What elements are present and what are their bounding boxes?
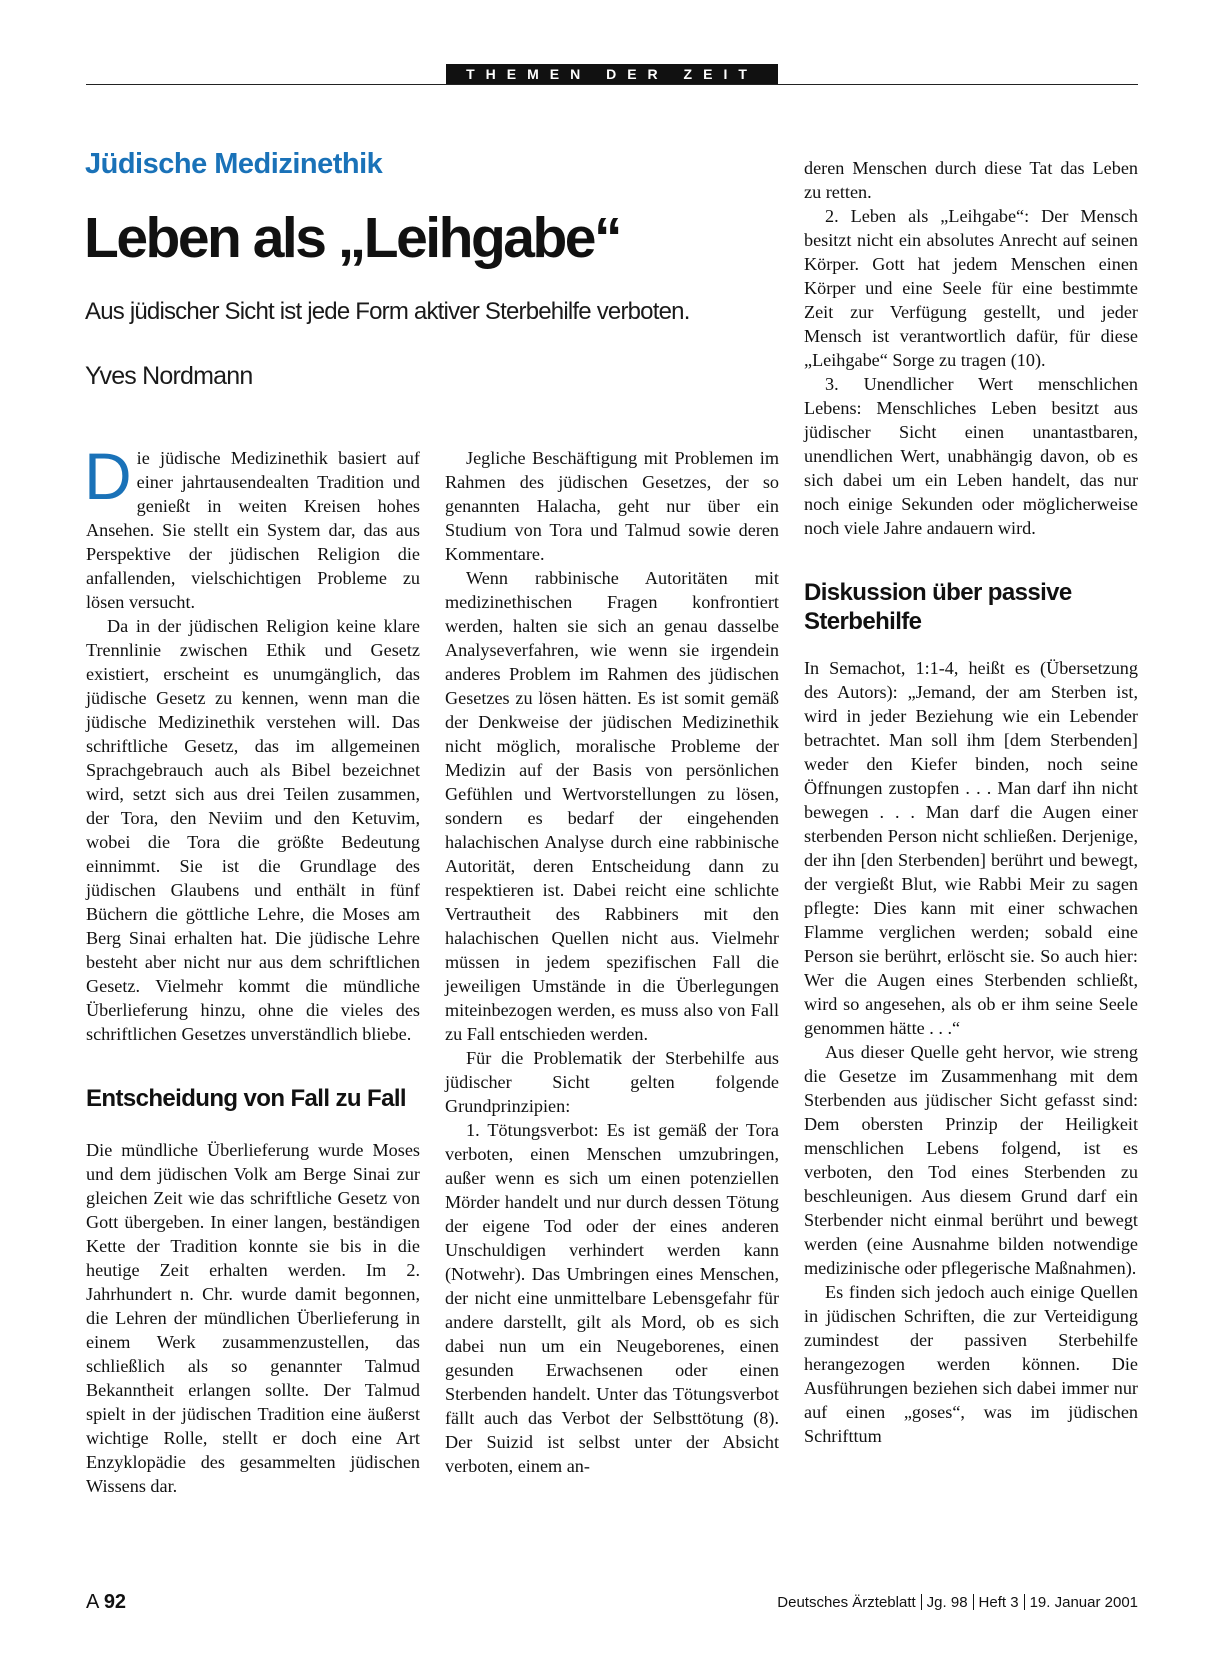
paragraph: Es finden sich jedoch auch einige Quellen in jüdischen Schriften, die zur Verteidigung zumindest der passiven Sterbehilfe herangezogen werden können. Die Ausführungen beziehen sich dabei immer nur auf einen „goses“, was im jüdischen Schrifttum	[804, 1282, 1138, 1446]
page-number-value: 92	[103, 1591, 127, 1613]
page-number	[86, 1591, 126, 1614]
paragraph: deren Menschen durch diese Tat das Leben zu retten.	[804, 158, 1138, 202]
article-headline: Leben als „Leihgabe“	[84, 206, 620, 270]
paragraph-text: ie jüdische Medizinethik basiert auf einer jahrtausendealten Tradition und genießt in weiten Kreisen hohes Ansehen. Sie stellt ein System dar, das aus Perspektive der jüdischen Religion die anfallenden, vielschichtigen Probleme zu lösen versucht.	[86, 448, 420, 612]
page-prefix: A	[86, 1591, 99, 1613]
paragraph: Die mündliche Überlieferung wurde Moses und dem jüdischen Volk am Berge Sinai zur gleichen Zeit wie das schriftliche Gesetz von Gott übergeben. In einer langen, beständigen Kette der Tradition konnte sie bis in die heutige Zeit erhalten werden. Im 2. Jahrhundert n. Chr. wurde damit begonnen, die Lehren der mündlichen Überlieferung in einem Werk zusammenzustellen, das schließlich als so genannter Talmud Bekanntheit erlangen sollte. Der Talmud spielt in der jüdischen Tradition eine äußerst wichtige Rolle, stellt er doch eine Art Enzyklopädie des gesammelten jüdischen Wissens dar.	[86, 1140, 420, 1496]
paragraph: 1. Tötungsverbot: Es ist gemäß der Tora verboten, einen Menschen umzubringen, außer wenn es sich um einen potenziellen Mörder handelt und nur durch dessen Tötung der eigene Tod oder der eines anderen Unschuldigen verhindert werden kann (Notwehr). Das Umbringen eines Menschen, der nicht eine unmittelbare Lebensgefahr für andere darstellt, gilt als Mord, ob es sich dabei nun um ein Neugeborenes, einen gesunden Erwachsenen oder einen Sterbenden handelt. Unter das Tötungsverbot fällt auch das Verbot der Selbsttötung (8). Der Suizid ist selbst unter der Absicht verboten, einem an-	[445, 1120, 779, 1476]
paragraph: Aus dieser Quelle geht hervor, wie streng die Gesetze im Zusammenhang mit dem Sterbenden aus jüdischer Sicht gefasst sind: Dem obersten Prinzip der Heiligkeit menschlichen Lebens folgend, ist es verboten, den Tod eines Sterbenden zu beschleunigen. Aus diesem Grund darf ein Sterbender nicht einmal berührt und bewegt werden (eine Ausnahme bilden notwendige medizinische oder pflegerische Maßnahmen).	[804, 1042, 1138, 1278]
paragraph: 2. Leben als „Leihgabe“: Der Mensch besitzt nicht ein absolutes Anrecht auf seinen Körper. Gott hat jedem Menschen einen Körper und eine Seele für eine bestimmte Zeit zur Verfügung gestellt, und jeder Mensch ist verantwortlich dafür, für diese „Leihgabe“ Sorge zu tragen (10).	[804, 206, 1138, 370]
footer-separator	[1024, 1594, 1025, 1610]
paragraph: Jegliche Beschäftigung mit Problemen im Rahmen des jüdischen Gesetzes, der so genannten Halacha, geht nur über ein Studium von Tora und Talmud sowie deren Kommentare.	[445, 448, 779, 564]
text-column-3	[804, 156, 1138, 1448]
paragraph: Wenn rabbinische Autoritäten mit medizinethischen Fragen konfrontiert werden, halten sie sich an genau dasselbe Analyseverfahren, wie wenn sie irgendein anderes Problem im Rahmen des jüdischen Gesetzes zu lösen hätten. Es ist somit gemäß der Denkweise der jüdischen Medizinethik nicht möglich, moralische Probleme der Medizin auf der Basis von persönlichen Gefühlen und Wertvorstellungen zu lösen, sondern es bedarf der eingehenden halachischen Analyse durch eine rabbinische Autorität, deren Entscheidung dann zu respektieren ist. Dabei reicht eine schlichte Vertrautheit des Rabbiners mit den halachischen Quellen nicht aus. Vielmehr müssen in jedem spezifischen Fall die jeweiligen Umstände in die Überlegungen miteinbezogen werden, es muss also von Fall zu Fall entschieden werden.	[445, 568, 779, 1044]
paragraph: Für die Problematik der Sterbehilfe aus jüdischer Sicht gelten folgende Grundprinzipien:	[445, 1048, 779, 1116]
article-subtitle: Aus jüdischer Sicht ist jede Form aktiver Sterbehilfe verboten.	[85, 298, 690, 325]
article-author: Yves Nordmann	[85, 362, 253, 390]
text-column-1	[84, 439, 420, 1498]
footer-separator	[921, 1594, 922, 1610]
paragraph: Da in der jüdischen Religion keine klare Trennlinie zwischen Ethik und Gesetz existiert, erscheint es unumgänglich, das jüdische Gesetz zu kennen, wenn man die jüdische Medizinethik verstehen will. Das schriftliche Gesetz, das im allgemeinen Sprachgebrauch auch als Bibel bezeichnet wird, setzt sich aus drei Teilen zusammen, der Tora, den Neviim und den Ketuvim, wobei die Tora die größte Bedeutung einnimmt. Sie ist die Grundlage des jüdischen Glaubens und enthält in fünf Büchern die göttliche Lehre, die Moses am Berg Sinai erhalten hat. Die jüdische Lehre besteht aber nicht nur aus dem schriftlichen Gesetz. Vielmehr kommt die mündliche Überlieferung hinzu, ohne die vieles des schriftlichen Gesetzes unverständlich bliebe.	[86, 616, 420, 1044]
article-kicker: Jüdische Medizinethik	[85, 148, 383, 180]
paragraph: 3. Unendlicher Wert menschlichen Lebens: Menschliches Leben besitzt aus jüdischer Sicht einen unantastbaren, unendlichen Wert, unabhängig davon, ob es sich dabei um ein Leben handelt, das nur noch einige Sekunden oder möglicherweise noch viele Jahre andauern wird.	[804, 374, 1138, 538]
subheading: Diskussion über passive Sterbehilfe	[804, 579, 1072, 635]
paragraph	[84, 439, 420, 614]
section-tag: THEMEN DER ZEIT	[446, 64, 778, 84]
header-rule	[86, 84, 1138, 85]
journal-issue: Heft 3	[978, 1594, 1019, 1611]
drop-cap: D	[84, 439, 132, 513]
journal-volume: Jg. 98	[926, 1594, 968, 1611]
text-column-2	[445, 446, 779, 1478]
footer-separator	[973, 1594, 974, 1610]
journal-date: 19. Januar 2001	[1029, 1594, 1138, 1611]
subheading: Entscheidung von Fall zu Fall	[86, 1085, 406, 1112]
footer-source	[777, 1594, 1138, 1611]
paragraph: In Semachot, 1:1-4, heißt es (Übersetzung des Autors): „Jemand, der am Sterben ist, wird in jeder Beziehung wie ein Lebender betrachtet. Man soll ihm [dem Sterbenden] weder den Kiefer binden, noch seine Öffnungen zustopfen . . . Man darf ihn nicht bewegen . . . Man darf die Augen einer sterbenden Person nicht schließen. Derjenige, der ihn [den Sterbenden] berührt und bewegt, der vergießt Blut, wie Rabbi Meir zu sagen pflegte: Dies kann mit einer schwachen Flamme verglichen werden; sobald eine Person sie berührt, erlöscht sie. So auch hier: Wer die Augen eines Sterbenden schließt, wird so angesehen, als ob er ihm seine Seele genommen hätte . . .“	[804, 658, 1138, 1038]
journal-name: Deutsches Ärzteblatt	[777, 1594, 916, 1611]
